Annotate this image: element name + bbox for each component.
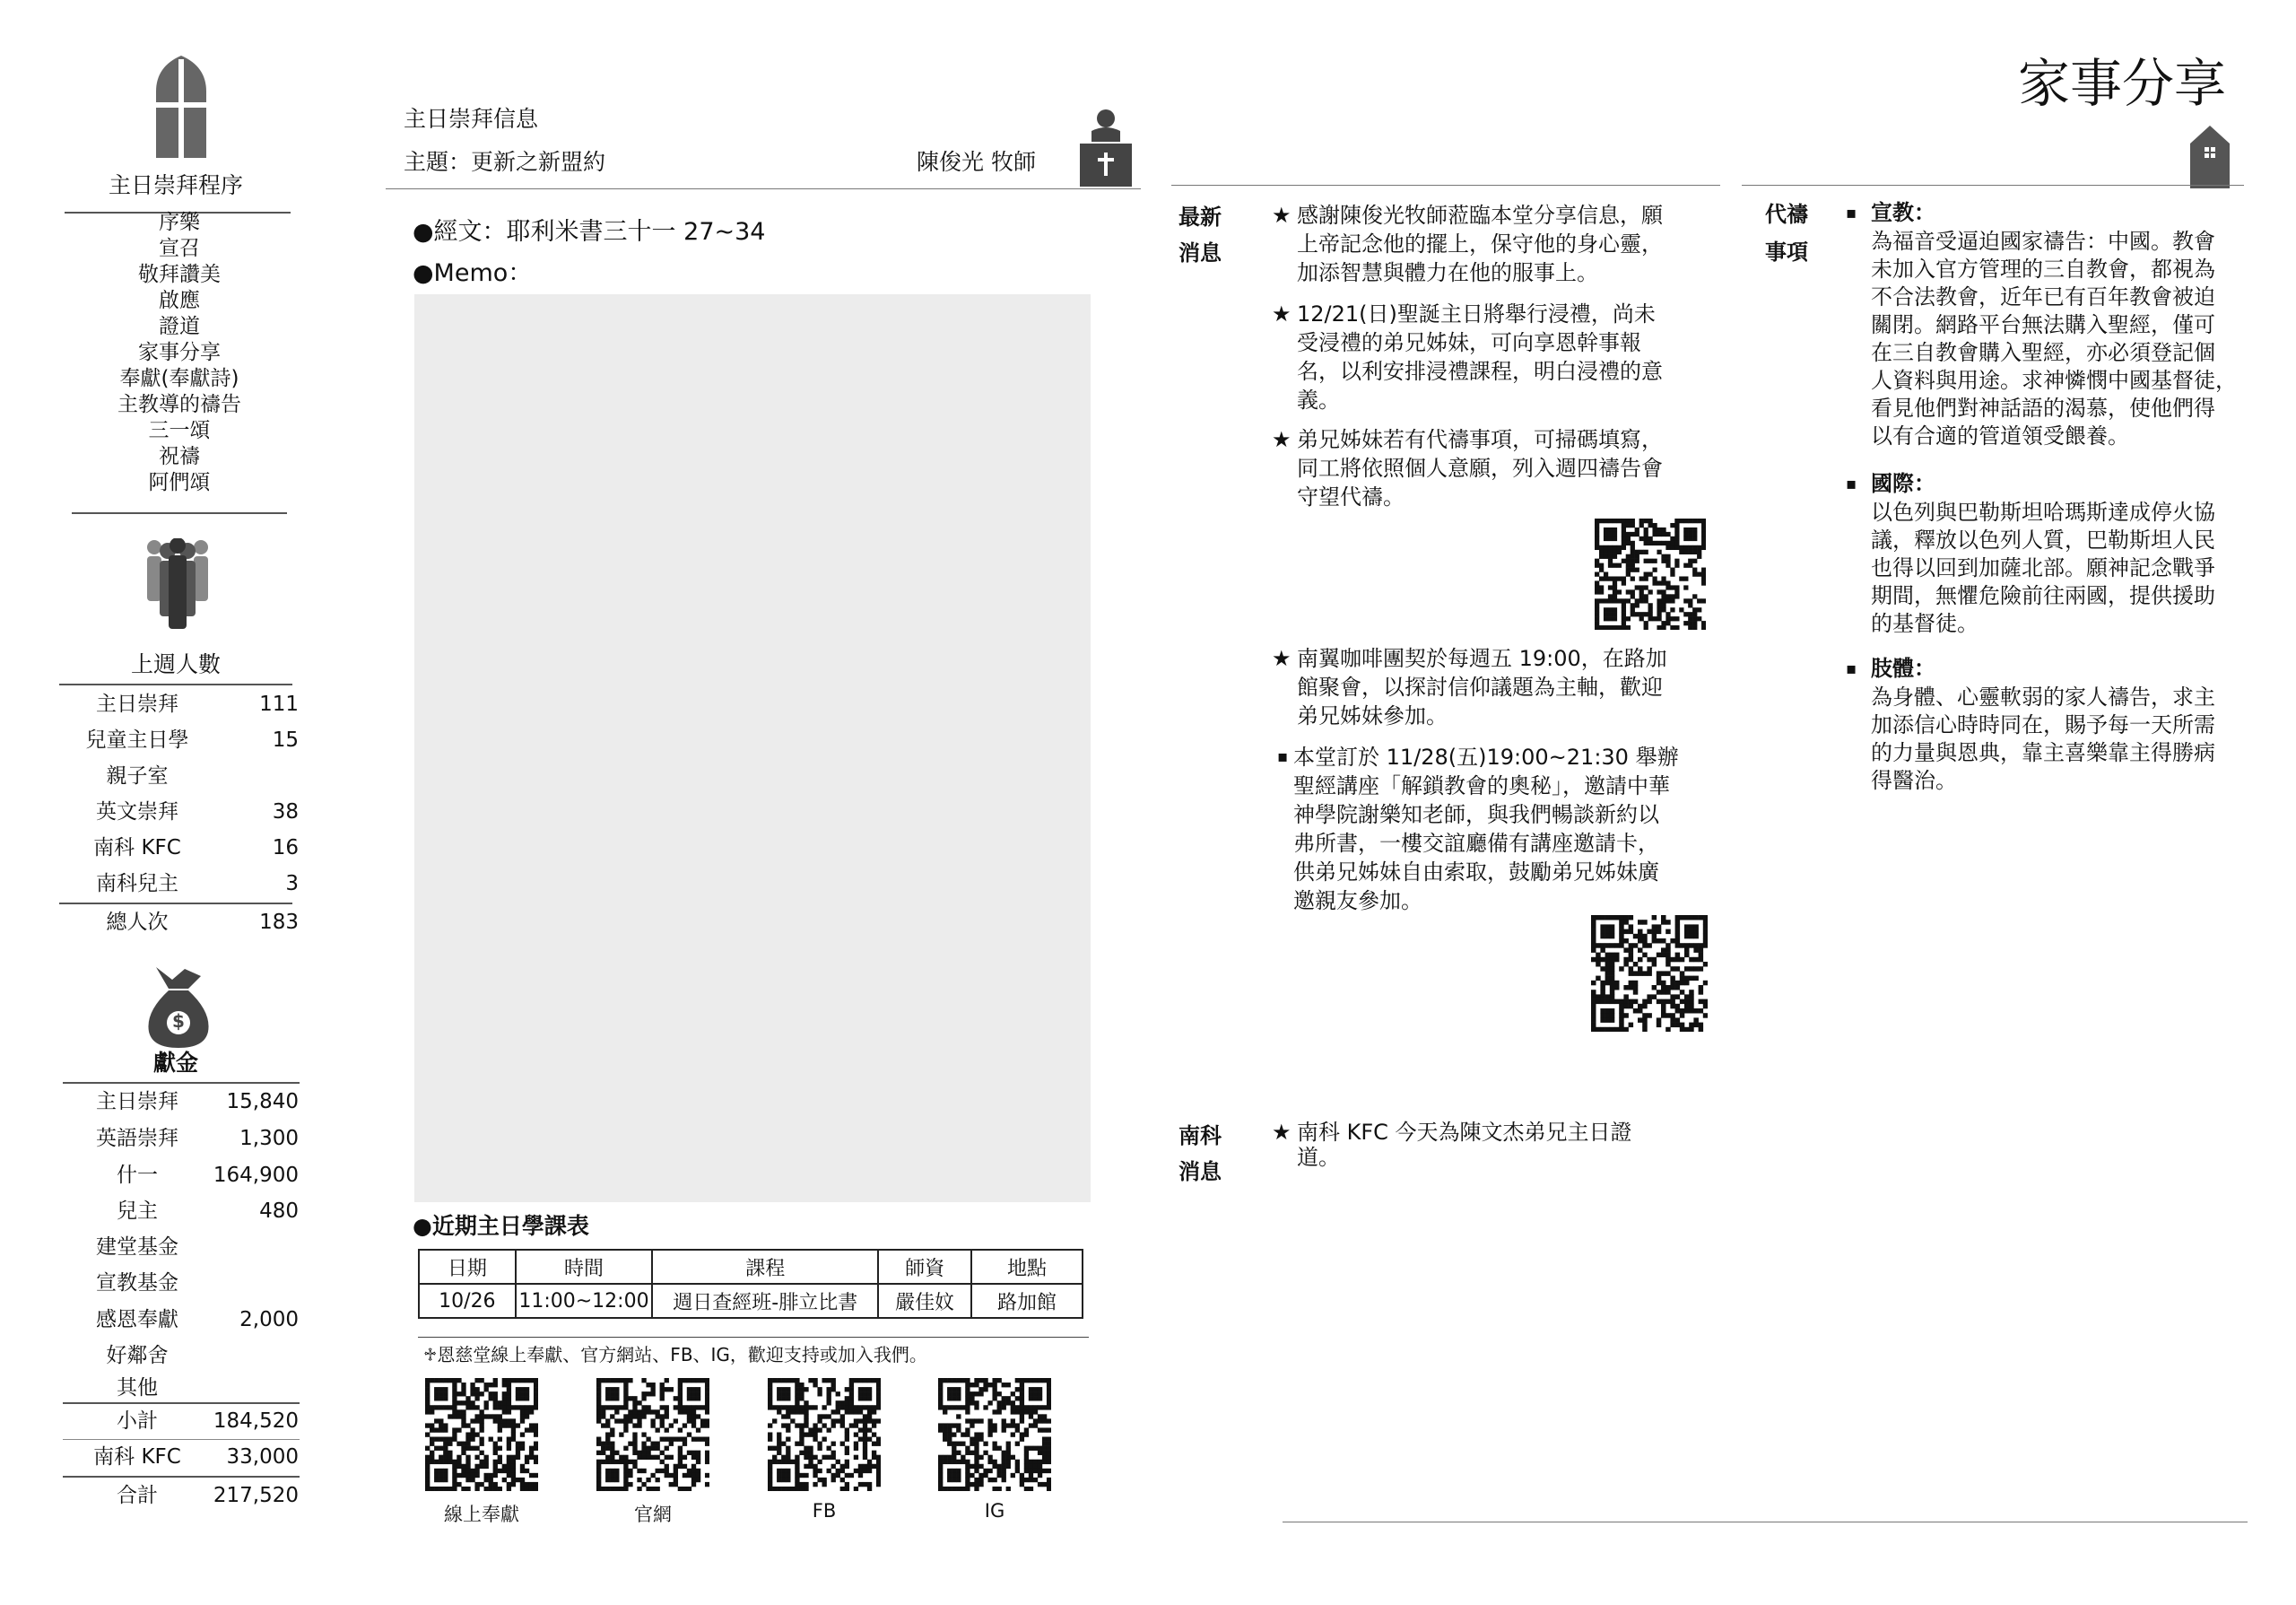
house-icon xyxy=(2188,126,2231,188)
table-cell: 路加館 xyxy=(971,1284,1083,1318)
qr-code[interactable] xyxy=(425,1378,538,1491)
page-title: 家事分享 xyxy=(2018,53,2227,114)
attendance-title: 上週人數 xyxy=(130,651,221,677)
attendance-total-row: 總人次 183 xyxy=(106,911,299,934)
news-top-divider xyxy=(1171,185,1720,186)
table-cell: 11:00~12:00 xyxy=(516,1284,652,1318)
footer-divider xyxy=(418,1337,1089,1338)
scripture: ●經文：耶利米書三十一 27~34 xyxy=(413,218,766,246)
table-header: 地點 xyxy=(971,1250,1083,1284)
table-header: 師資 xyxy=(878,1250,971,1284)
order-item: 奉獻(奉獻詩) xyxy=(119,367,239,390)
order-item: 序樂 xyxy=(159,211,200,234)
qr-code[interactable] xyxy=(596,1378,709,1491)
sermon-header: 主日崇拜信息 xyxy=(404,106,539,132)
order-item: 啟應 xyxy=(159,289,200,312)
qr-label: 線上奉獻 xyxy=(444,1504,519,1525)
attendance-row: 兒童主日學 15 xyxy=(85,728,299,752)
latest-news-label: 最新 消息 xyxy=(1178,205,1222,266)
order-item: 主教導的禱告 xyxy=(117,393,241,416)
offering-row: 其他 xyxy=(117,1376,158,1400)
prayer-label: 代禱 事項 xyxy=(1765,202,1808,265)
qr-code[interactable] xyxy=(768,1378,881,1491)
total-row: 合計 217,520 xyxy=(117,1484,299,1507)
people-icon xyxy=(144,538,212,632)
qr-label: 官網 xyxy=(634,1504,672,1525)
table-header-row xyxy=(419,1250,1083,1284)
kfc-news-label: 南科 消息 xyxy=(1178,1123,1222,1184)
kfc-offering-row: 南科 KFC 33,000 xyxy=(93,1445,299,1469)
offering-row: 什一 164,900 xyxy=(117,1164,299,1187)
table-cell: 嚴佳妏 xyxy=(878,1284,971,1318)
qr-label: FB xyxy=(812,1500,837,1522)
offering-row: 主日崇拜 15,840 xyxy=(96,1090,299,1113)
attendance-row: 親子室 xyxy=(106,764,169,788)
attendance-row: 主日崇拜 111 xyxy=(96,693,299,716)
memo-label: ●Memo： xyxy=(413,259,533,287)
qr-code[interactable] xyxy=(938,1378,1051,1491)
qr-code[interactable] xyxy=(1595,519,1706,630)
table-header: 時間 xyxy=(516,1250,652,1284)
subtotal-row: 小計 184,520 xyxy=(117,1409,299,1433)
qr-label: IG xyxy=(984,1500,1005,1522)
prayer-top-divider xyxy=(1742,185,2244,186)
offering-row: 宣教基金 xyxy=(96,1271,178,1295)
table-header: 課程 xyxy=(652,1250,878,1284)
table-header: 日期 xyxy=(419,1250,516,1284)
attendance-row: 南科兒主 3 xyxy=(96,872,299,895)
order-end-divider xyxy=(72,512,287,514)
order-item: 宣召 xyxy=(159,237,200,260)
sermon-preacher: 陳俊光 牧師 xyxy=(917,149,1036,175)
table-cell: 10/26 xyxy=(419,1284,516,1318)
order-title: 主日崇拜程序 xyxy=(108,172,243,198)
sermon-theme: 主題：更新之新盟約 xyxy=(404,149,606,175)
offering-row: 建堂基金 xyxy=(96,1235,178,1259)
table-row xyxy=(419,1284,1083,1318)
footer-note: ♱恩慈堂線上奉獻、官方網站、FB、IG，歡迎支持或加入我們。 xyxy=(423,1344,927,1365)
school-schedule-table xyxy=(418,1249,1083,1319)
offering-row: 好鄰舍 xyxy=(106,1344,169,1367)
offering-title: 獻金 xyxy=(152,1050,198,1076)
order-item: 阿們頌 xyxy=(148,471,211,494)
pulpit-icon xyxy=(1078,108,1134,188)
table-cell: 週日查經班-腓立比書 xyxy=(652,1284,878,1318)
attendance-divider xyxy=(59,684,292,685)
order-item: 家事分享 xyxy=(138,341,221,364)
offering-row: 兒主 480 xyxy=(117,1199,299,1223)
offering-row: 英語崇拜 1,300 xyxy=(96,1127,299,1150)
order-item: 證道 xyxy=(159,315,200,338)
order-item: 三一頌 xyxy=(148,419,211,442)
qr-code[interactable] xyxy=(1591,915,1708,1032)
money-bag-symbol: $ xyxy=(172,1010,185,1032)
money-bag-icon xyxy=(145,967,212,1048)
order-list xyxy=(90,210,269,496)
memo-area[interactable] xyxy=(414,294,1091,1202)
attendance-row: 南科 KFC 16 xyxy=(93,836,299,859)
school-title: ●近期主日學課表 xyxy=(413,1213,589,1239)
order-item: 敬拜讚美 xyxy=(138,263,221,286)
attendance-row: 英文崇拜 38 xyxy=(96,800,299,824)
order-item: 祝禱 xyxy=(159,445,200,468)
church-window-icon xyxy=(154,56,208,160)
offering-row: 感恩奉獻 2,000 xyxy=(96,1308,299,1331)
sermon-divider xyxy=(386,188,1141,189)
